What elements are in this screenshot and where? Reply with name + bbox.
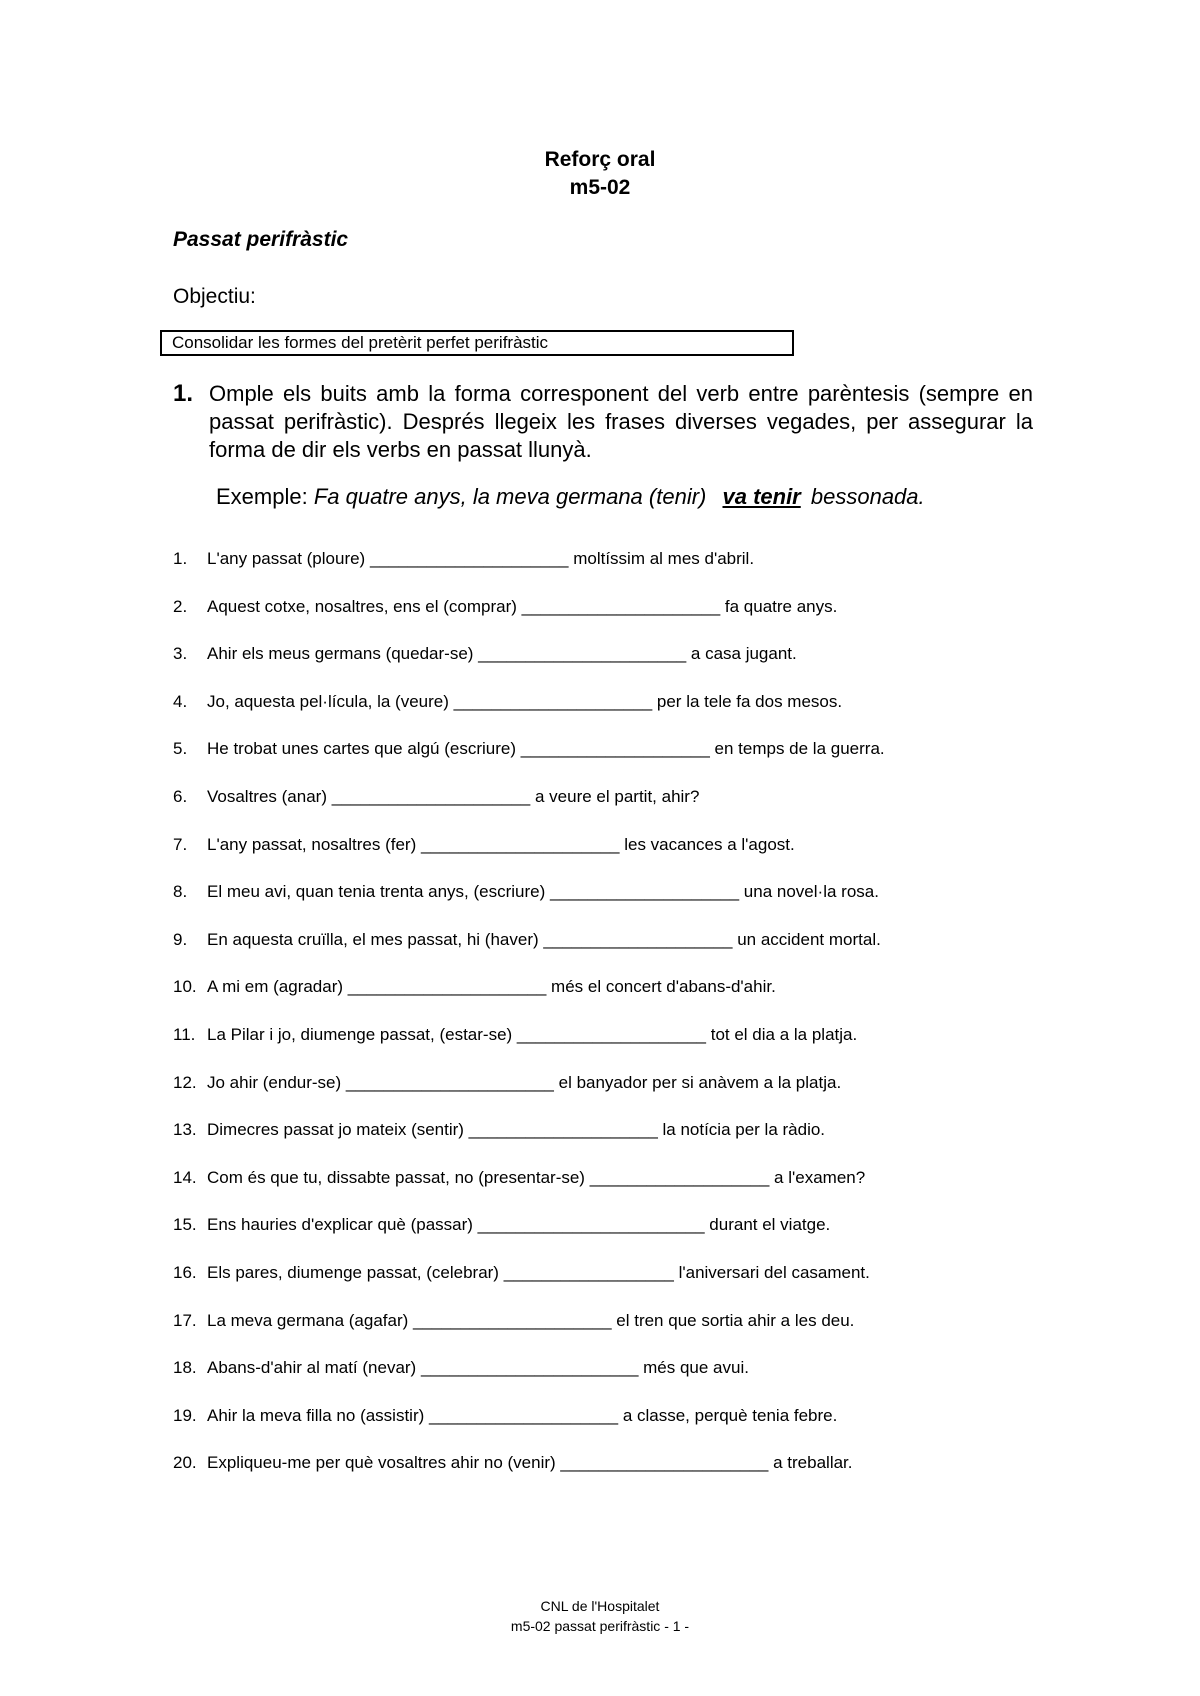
objective-box	[160, 330, 794, 356]
example-sentence-end: bessonada.	[810, 484, 925, 509]
exercise-number: 4.	[173, 691, 188, 711]
exercise-item	[173, 548, 885, 596]
exercise-item	[173, 1405, 885, 1453]
exercise-text: A mi em (agradar) _____________________ més el concert d'abans-d'ahir.	[207, 977, 776, 997]
section-subtitle: Passat perifràstic	[173, 228, 349, 251]
exercise-text: Expliqueu-me per què vosaltres ahir no (venir) ______________________ a treballar.	[207, 1453, 853, 1473]
exercise-number: 10.	[173, 977, 197, 997]
exercise-number: 15.	[173, 1215, 197, 1235]
exercise-number: 8.	[173, 882, 188, 902]
page-title: Reforç oral	[544, 148, 656, 171]
exercise-number: 12.	[173, 1072, 197, 1092]
exercise-item	[173, 1119, 885, 1167]
exercise-text: Abans-d'ahir al matí (nevar) _______________________ més que avui.	[207, 1358, 749, 1378]
exercise-number: 20.	[173, 1453, 197, 1473]
exercise-text: Els pares, diumenge passat, (celebrar) __________________ l'aniversari del casament.	[207, 1262, 870, 1282]
exercise-number: 5.	[173, 739, 188, 759]
objective-label: Objectiu:	[173, 285, 256, 308]
page-code: m5-02	[569, 176, 631, 199]
exercise-text: Ens hauries d'explicar què (passar) ________________________ durant el viatge.	[207, 1215, 831, 1235]
exercise-item	[173, 1072, 885, 1120]
exercise-text: Ahir la meva filla no (assistir) ____________________ a classe, perquè tenia febre.	[207, 1405, 838, 1425]
exercise-item	[173, 1262, 885, 1310]
exercise-number: 9.	[173, 929, 188, 949]
instruction-number: 1.	[173, 380, 194, 407]
exercise-item	[173, 1214, 885, 1262]
exercise-item	[173, 786, 885, 834]
instruction-text: Omple els buits amb la forma corresponent del verb entre parèntesis (sempre en passat perifràstic). Després llegeix les frases diverses vegades, per assegurar la forma de dir els verbs en passat llunyà.	[209, 381, 1033, 462]
exercise-text: Vosaltres (anar) _____________________ a veure el partit, ahir?	[207, 786, 700, 806]
exercise-text: El meu avi, quan tenia trenta anys, (escriure) ____________________ una novel·la rosa.	[207, 882, 879, 902]
footer-organization: CNL de l'Hospitalet	[540, 1598, 660, 1614]
exercise-number: 17.	[173, 1310, 197, 1330]
exercise-text: Jo ahir (endur-se) ______________________ el banyador per si anàvem a la platja.	[207, 1072, 842, 1092]
exercise-item	[173, 1357, 885, 1405]
exercise-text: Ahir els meus germans (quedar-se) ______________________ a casa jugant.	[207, 644, 797, 664]
exercise-item	[173, 1024, 885, 1072]
exercise-number: 18.	[173, 1358, 197, 1378]
exercise-item	[173, 1452, 885, 1500]
exercise-number: 3.	[173, 644, 188, 664]
exercise-item	[173, 1310, 885, 1358]
exercise-item	[173, 691, 885, 739]
exercise-number: 1.	[173, 549, 188, 568]
exercise-item	[173, 929, 885, 977]
exercise-item	[173, 1167, 885, 1215]
example-label: Exemple:	[216, 484, 308, 509]
exercise-number: 7.	[173, 834, 188, 854]
exercise-text: La Pilar i jo, diumenge passat, (estar-se) ____________________ tot el dia a la platja.	[207, 1024, 858, 1044]
exercise-text: Com és que tu, dissabte passat, no (presentar-se) ___________________ a l'examen?	[207, 1167, 866, 1187]
exercise-item	[173, 596, 885, 644]
exercise-text: En aquesta cruïlla, el mes passat, hi (haver) ____________________ un accident mortal.	[207, 929, 881, 949]
exercise-number: 16.	[173, 1262, 197, 1282]
example-sentence-start: Fa quatre anys, la meva germana (tenir)	[313, 484, 707, 509]
instruction	[173, 380, 1033, 464]
exercise-item	[173, 976, 885, 1024]
exercise-text: La meva germana (agafar) _____________________ el tren que sortia ahir a les deu.	[207, 1310, 855, 1330]
exercise-number: 13.	[173, 1120, 197, 1140]
exercise-item	[173, 738, 885, 786]
exercise-item	[173, 643, 885, 691]
exercise-text: L'any passat, nosaltres (fer) _____________________ les vacances a l'agost.	[207, 834, 795, 854]
exercise-number: 2.	[173, 596, 188, 616]
exercise-number: 6.	[173, 786, 188, 806]
exercise-number: 19.	[173, 1405, 197, 1425]
exercise-number: 14.	[173, 1167, 197, 1187]
exercise-text: Dimecres passat jo mateix (sentir) ____________________ la notícia per la ràdio.	[207, 1120, 826, 1140]
exercise-text: Aquest cotxe, nosaltres, ens el (comprar) _____________________ fa quatre anys.	[207, 596, 838, 616]
exercise-item	[173, 834, 885, 882]
example-answer: va tenir	[722, 484, 801, 509]
exercise-item	[173, 881, 885, 929]
footer-page-info: m5-02 passat perifràstic - 1 -	[510, 1618, 690, 1634]
exercise-text: Jo, aquesta pel·lícula, la (veure) _____________________ per la tele fa dos mesos.	[207, 691, 843, 711]
exercise-list	[173, 548, 885, 1500]
exercise-text: L'any passat (ploure) _____________________ moltíssim al mes d'abril.	[207, 549, 755, 568]
example	[216, 484, 925, 510]
objective-text: Consolidar les formes del pretèrit perfet perifràstic	[172, 333, 549, 352]
exercise-text: He trobat unes cartes que algú (escriure) ____________________ en temps de la guerra.	[207, 739, 885, 759]
exercise-number: 11.	[173, 1024, 196, 1044]
